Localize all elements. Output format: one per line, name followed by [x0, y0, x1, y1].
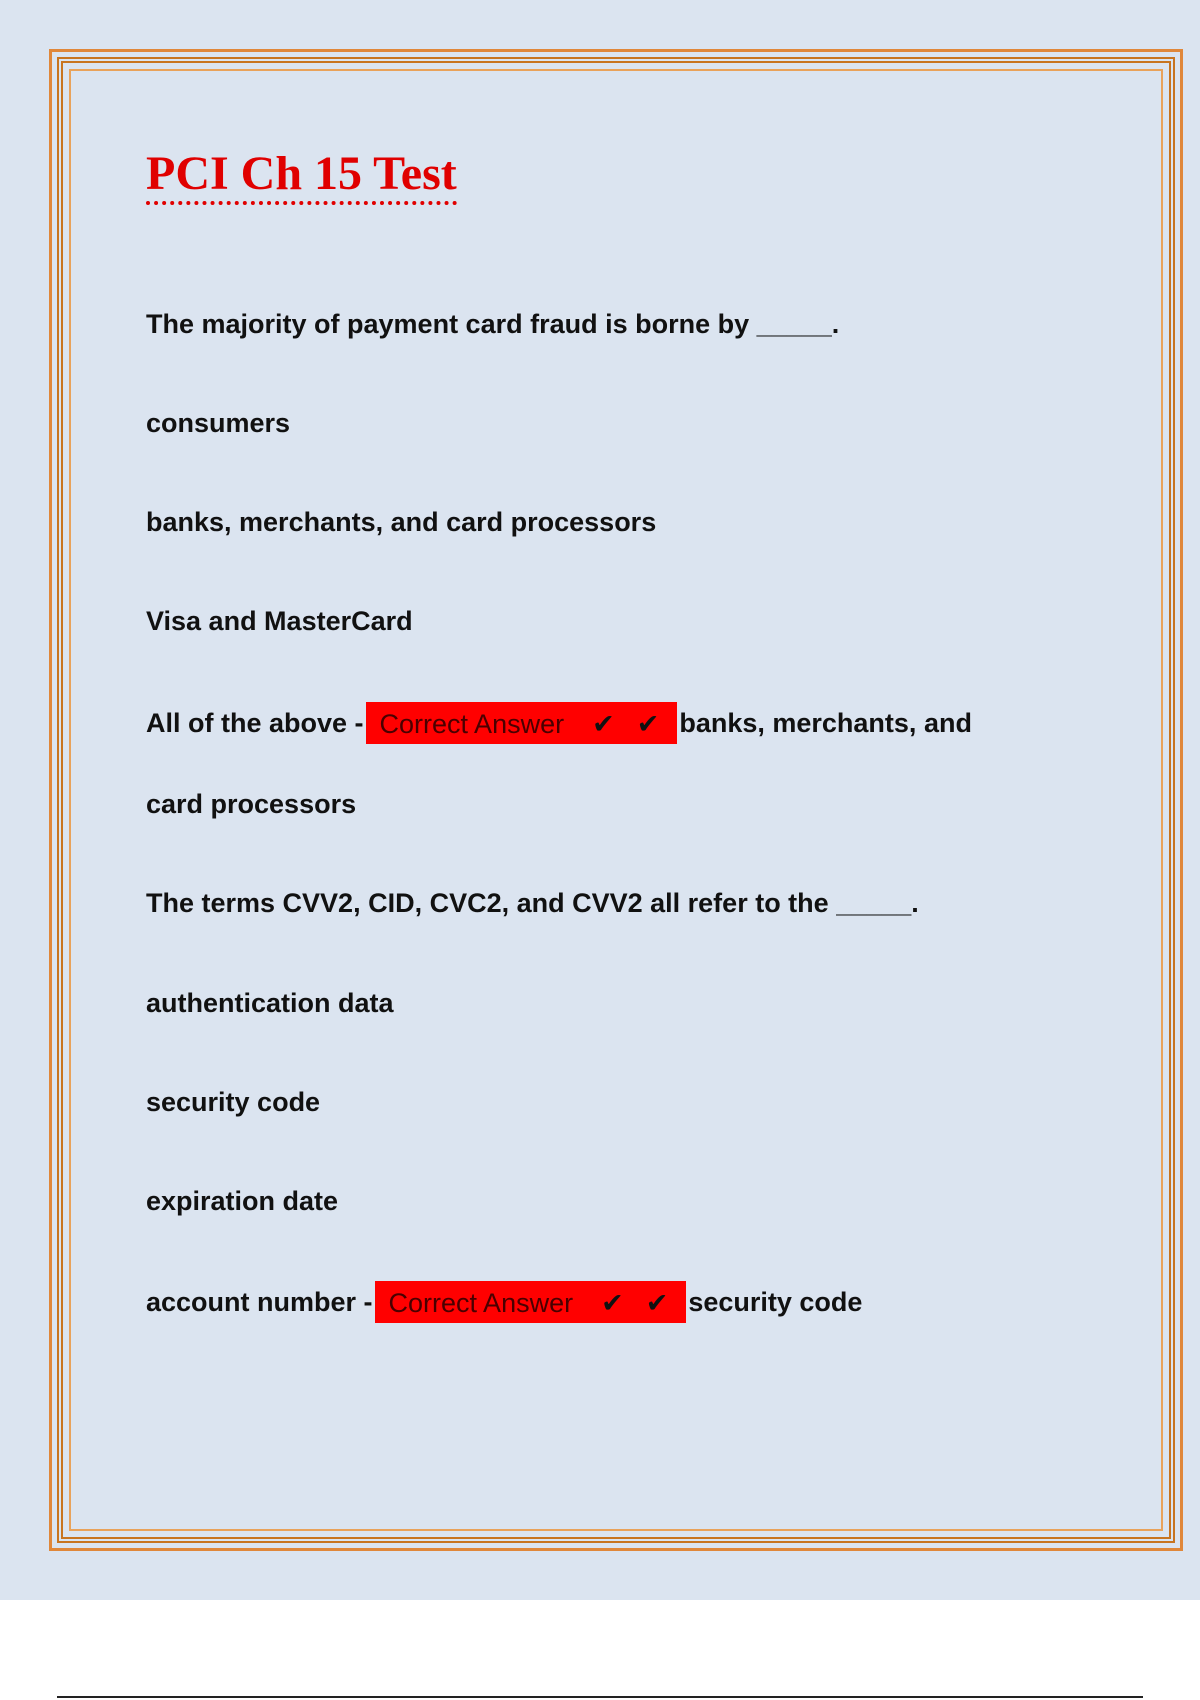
checkmark-icon: ✔	[636, 709, 660, 739]
question-2-answer-text: security code	[688, 1287, 863, 1318]
question-2-option-2: security code	[146, 1087, 321, 1117]
question-2-option-1: authentication data	[146, 988, 394, 1018]
question-1-option-3: Visa and MasterCard	[146, 606, 413, 636]
correct-answer-label: Correct Answer	[379, 709, 565, 739]
question-1-answer-text: banks, merchants, and	[679, 708, 972, 739]
question-2-answer-line	[146, 1283, 862, 1325]
question-1-text: The majority of payment card fraud is borne by _____.	[146, 309, 840, 339]
checkmark-icon: ✔	[645, 1288, 669, 1318]
checkmark-icon: ✔	[592, 709, 615, 739]
page-title: PCI Ch 15 Test	[146, 148, 457, 205]
question-1-option-4: All of the above -	[146, 708, 364, 739]
correct-answer-badge	[366, 702, 678, 744]
correct-answer-badge	[375, 1281, 687, 1323]
question-2-option-4: account number -	[146, 1287, 373, 1318]
question-1-answer-text-continued: card processors	[146, 789, 357, 819]
question-1-option-2: banks, merchants, and card processors	[146, 507, 657, 537]
correct-answer-label: Correct Answer	[388, 1288, 574, 1318]
footer-divider	[57, 1696, 1143, 1698]
question-1-option-1: consumers	[146, 408, 291, 438]
question-2-option-3: expiration date	[146, 1186, 339, 1216]
question-1-answer-line	[146, 704, 972, 746]
checkmark-icon: ✔	[601, 1288, 624, 1318]
question-2-text: The terms CVV2, CID, CVC2, and CVV2 all refer to the _____.	[146, 888, 919, 918]
